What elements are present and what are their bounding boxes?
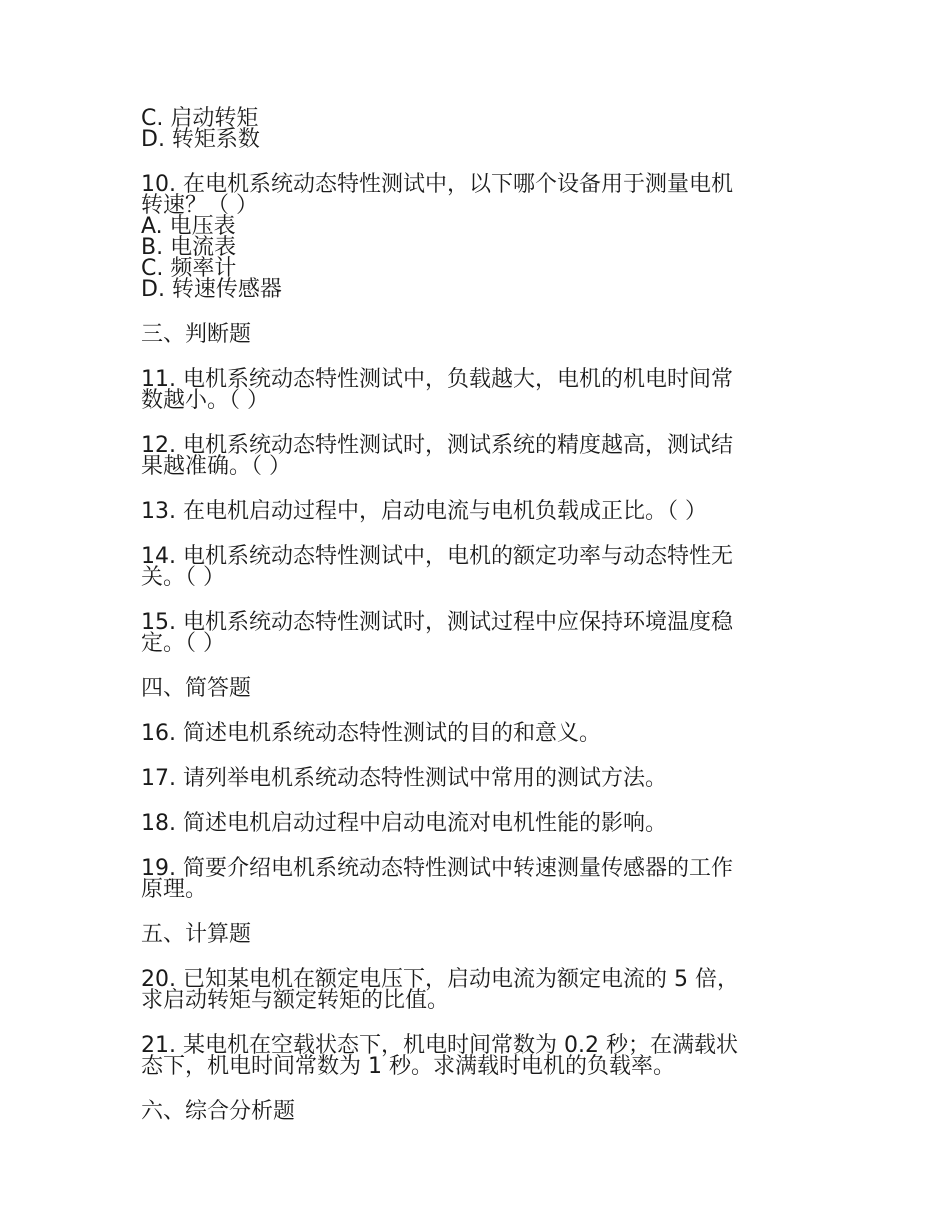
question-20 [141,969,811,1011]
question-text-line: 10. 在电机系统动态特性测试中，以下哪个设备用于测量电机 [141,172,733,197]
section-heading: 四、简答题 [141,676,252,701]
question-text-line: 态下，机电时间常数为 1 秒。求满载时电机的负载率。 [141,1054,675,1079]
question-text-line: 12. 电机系统动态特性测试时，测试系统的精度越高，测试结 [141,433,733,458]
option-d: D. 转矩系数 [141,127,260,152]
question-text-line: 19. 简要介绍电机系统动态特性测试中转速测量传感器的工作 [141,856,733,881]
question-text-line: 11. 电机系统动态特性测试中，负载越大，电机的机电时间常 [141,367,733,392]
document-body [141,108,811,1122]
question-19 [141,858,811,900]
question-text-line: 21. 某电机在空载状态下，机电时间常数为 0.2 秒；在满载状 [141,1033,738,1058]
option-c: C. 频率计 [141,256,237,281]
question-text-line: 17. 请列举电机系统动态特性测试中常用的测试方法。 [141,766,667,791]
question-text-line: 15. 电机系统动态特性测试时，测试过程中应保持环境温度稳 [141,610,733,635]
question-text-line: 转速？（ ） [141,193,258,218]
question-text-line: 16. 简述电机系统动态特性测试的目的和意义。 [141,721,601,746]
question-12 [141,435,811,477]
question-text-line: 20. 已知某电机在额定电压下，启动电流为额定电流的 5 倍， [141,967,739,992]
question-16 [141,723,811,744]
section-heading: 五、计算题 [141,922,252,947]
question-text-line: 原理。 [141,877,208,902]
question-text-line: 果越准确。（ ） [141,454,291,479]
question-21 [141,1035,811,1077]
option-b: B. 电流表 [141,235,237,260]
question-text-line: 14. 电机系统动态特性测试中，电机的额定功率与动态特性无 [141,544,733,569]
question-text-line: 数越小。（ ） [141,388,269,413]
question-text-line: 定。（ ） [141,631,225,656]
option-d: D. 转速传感器 [141,277,282,302]
option-c: C. 启动转矩 [141,106,259,131]
question-text-line: 关。（ ） [141,565,225,590]
question-10 [141,174,811,300]
question-11 [141,369,811,411]
question-15 [141,612,811,654]
question-14 [141,546,811,588]
question-text-line: 18. 简述电机启动过程中启动电流对电机性能的影响。 [141,811,667,836]
question-17 [141,768,811,789]
question-text-line: 求启动转矩与额定转矩的比值。 [141,988,450,1013]
section-heading: 三、判断题 [141,322,252,347]
section-heading: 六、综合分析题 [141,1099,296,1124]
question-9-options-tail [141,108,811,150]
question-text-line: 13. 在电机启动过程中，启动电流与电机负载成正比。（ ） [141,499,707,524]
question-18 [141,813,811,834]
question-13 [141,501,811,522]
option-a: A. 电压表 [141,214,236,239]
